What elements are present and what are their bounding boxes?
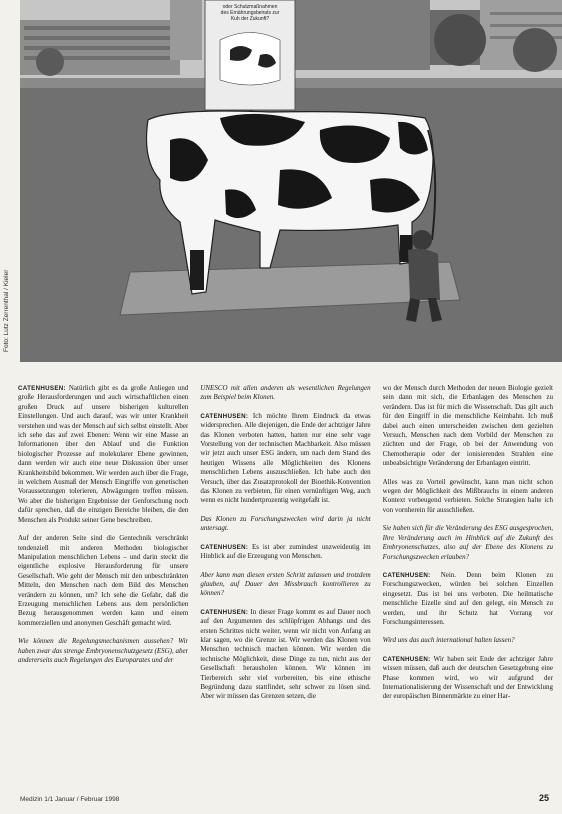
paragraph-text: Natürlich gibt es da große Anliegen und große Herausforderungen und auch wirtschaftlichen einen großen Druck auf unsere bisherigen kulturellen Einstellungen. Und auch darauf, was wir unter Krankheit verstehen und was der Mensch auf sich selbst einstellt. Aber ich sehe das auf zwei Ebenen: Wenn wir eine Masse an Informationen über den Ablauf und die Funktion biologischer Prozesse auf molekularer Ebene gewinnen, dann werden wir auch eine neue Diskussion über unser Krankheitsbild bekommen. Wir werden auch über die Frage, in welchem Ausmaß der Mensch Eingriffe von genetischen Voraussetzungen tolerieren, Abwägungen treffen müssen. Wo aber die bisherigen Ergebnisse der Genforschung noch dafür sprechen, daß die einzigen Bereiche bleiben, die den Menschen als Produkt seiner Gene beschreiben. <box>18 384 189 524</box>
sign-line-1: oder Schutzmaßnahmen <box>222 4 278 10</box>
speaker-label: CATENHUSEN: <box>18 385 66 392</box>
paragraph-text: In dieser Frage kommt es auf Dauer noch auf den Argumenten des schlüpfrigen Abhangs und des ersten Schrittes nicht weiter, wenn wir nicht von Anfang an klar sagen, wo die Grenze ist. Wir werden das Klonen von Menschen technisch machen können. Wir werden die technische Möglichkeit, diese Dinge zu tun, nicht aus der Gesellschaft herausholen können. Wir können im Tierbereich sehr viel vorbereiten, bis eine ethische Begründung dazu stattfindet, sehr schwer zu lösen sind. Aber wir müssen das Grenzen setzen, die <box>200 607 371 701</box>
paragraph-text: Es ist aber zumindest unzweideutig im Hinblick auf die Erzeugung von Menschen. <box>200 542 371 561</box>
question-text: Aber kann man diesen ersten Schritt zulassen und trotzdem glauben, auf Dauer den Missbrauch kontrollieren zu können? <box>200 570 371 598</box>
paragraph <box>18 534 188 628</box>
question-text: Wird uns das auch international halten lassen? <box>382 636 515 645</box>
speaker-label: CATENHUSEN: <box>382 571 431 579</box>
paragraph-text: Nein. Denn beim Klonen zu Forschungszwecken, würden bei solchen Einzellen eingesetzt. Das ist bei uns verboten. Die heilmatische menschliche Eizelle sind auf den gelegt, ein Mensch zu werden, und ihr Schutz hat Vorrang vor Forschungsinteressen. <box>382 570 553 626</box>
paragraph-text: Ich möchte Ihrem Eindruck da etwas widersprechen. Alle diejenigen, die Ende der achtziger Jahre das Klonen verboten hatten, hatten nur eine sehr vage Vorstellung von der technischen Machbarkeit. Also müssen wir jetzt auch unser ESG ändern, um nach dem Stand des heutigen Wissens alle Möglichkeiten des Klonens menschlichen Lebens auszuschließen. Ich habe auch den Versuch, über das Zusatzprotokoll der Bioethik-Konvention das Klonen zu verbieten, für einen vernünftigen Weg, auch wenn es nicht hundertprozentig weitgefaßt ist. <box>200 411 371 505</box>
column-1 <box>18 384 188 760</box>
speaker-label: CATENHUSEN: <box>200 543 249 551</box>
paragraph <box>200 412 370 506</box>
cow-photo <box>20 0 562 362</box>
sign-line-2: des Ernährungsbeirats zur <box>220 10 280 16</box>
question-text: Sie haben sich für die Veränderung des ESG ausgesprochen, Ihre Veränderung auch im Hinblick auf die Zukunft des Embryonenschutzes, also auf der Ebene des Klonens zu Forschungszwecken erlauben? <box>382 524 553 561</box>
sign-caption <box>207 4 293 22</box>
question-text: Das Klonen zu Forschungszwecken wird darin ja nicht untersagt. <box>200 514 371 533</box>
paragraph-text: Auf der anderen Seite sind die Gentechnik verschränkt tendenziell mit anderen Methoden biologischer Manipulation menschlichen Lebens – und darin steckt die eigentliche explosive Herausforderung für unsere Gesellschaft. Wie geht der Mensch mit den unbeschränkten Mitteln, den Menschen nach dem Bild des Menschen verändern zu können, um? Ich sehe die Gefahr, daß die Erzeugung menschlichen Lebens aus dem persönlichen Bezug herausgenommen werden kann und einem kommerziellen und anonymen Geschäft gemacht wird. <box>18 534 189 627</box>
photo-credit: Foto: Lutz Zerrenthal / Kieler <box>3 269 10 352</box>
paragraph-text: Alles was zu Vorteil gewünscht, kann man nicht schon wegen der Möglichkeit des Mißbrauchs in einem anderen Kontext vorbeugend verbieten. Solche Strategien halte ich von vornherein für ausschließen. <box>382 477 553 514</box>
paragraph-text: wo der Mensch durch Methoden der neuen Biologie gezielt sein dann mit sich, die Erbanlagen des Menschen zu verändern. Das ist für mich die Wissenschaft. Das gilt auch für den Eingriff in die menschliche Keimbahn. Ich muß dabei auch einen unterscheiden zwischen dem gezielten Versuch, Menschen nach dem Vorbild der Menschen zu züchten und der Frage, ob bei der Anwendung von Chemotherapie oder der ionisierenden Strahlen eine unbeabsichtigte Veränderung der Erbanlagen eintritt. <box>382 384 553 468</box>
paragraph <box>383 478 553 516</box>
paragraph <box>383 384 553 469</box>
speaker-label: CATENHUSEN: <box>382 655 431 663</box>
article-columns <box>18 384 553 744</box>
sign-line-3: Kuh der Zukunft? <box>230 16 270 22</box>
footer-issue: Medizin 1/1 Januar / Februar 1998 <box>20 796 120 803</box>
question <box>383 524 553 562</box>
cow-photo-illustration <box>20 0 562 362</box>
question <box>200 384 370 403</box>
paragraph <box>200 608 370 702</box>
question-text: UNESCO mit allen anderen als wesentlichen Regelungen zum Beispiel beim Klonen. <box>200 384 371 402</box>
column-3 <box>383 384 553 760</box>
paragraph <box>383 571 553 627</box>
question <box>18 637 188 665</box>
speaker-label: CATENHUSEN: <box>200 412 249 420</box>
page-number: 25 <box>538 793 549 803</box>
paragraph <box>383 655 553 702</box>
column-2 <box>200 384 370 760</box>
speaker-label: CATENHUSEN: <box>200 608 249 616</box>
paragraph <box>18 384 188 525</box>
paragraph <box>200 543 370 562</box>
question <box>200 515 370 534</box>
paragraph-text: Wir haben seit Ende der achtziger Jahre wissen müssen, daß auch der deutschen Gesetzgebung eine Phase kommen wird, wo wir aufgrund der Internationalisierung der Wissenschaft und der Entwicklung der europäischen Binnenmärkte zu einer Har- <box>382 654 553 701</box>
question <box>383 636 553 645</box>
question-text: Wie können die Regelungsmechanismen aussehen? Wir haben zwar das strenge Embryonenschutzgesetz (ESG), aber andererseits auch Regelungen des Europarates und der <box>18 637 189 664</box>
question <box>200 571 370 599</box>
